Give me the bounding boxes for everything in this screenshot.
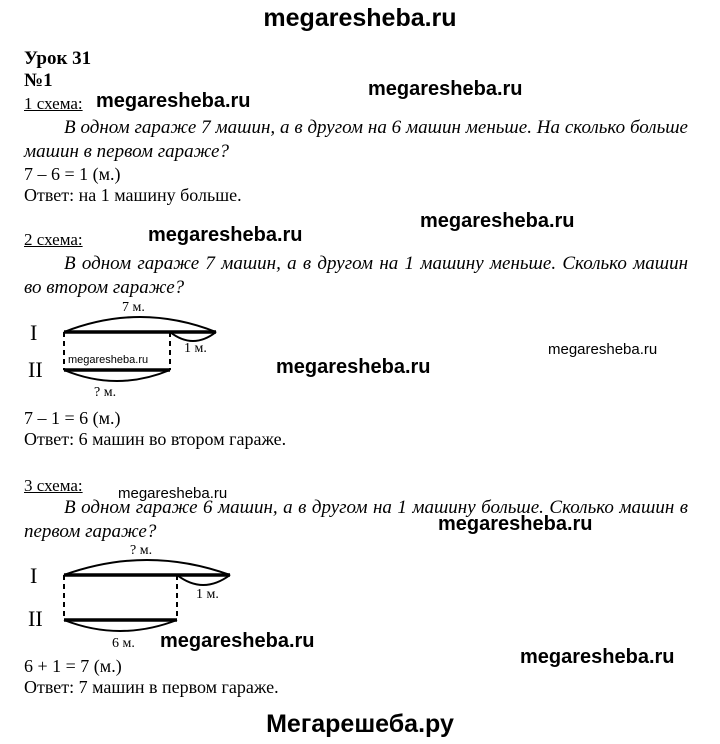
watermark: megaresheba.ru [118,485,228,502]
scheme-3-problem: В одном гараже 6 машин, а в другом на 1 машину больше. Сколько машин в первом гараже? [24,497,688,542]
diagram-3-top-arc [64,560,230,575]
scheme-3-answer: Ответ: 7 машин в первом гараже. [24,677,279,697]
diagram-2-row-bottom: II [28,357,43,382]
task-number: №1 [24,70,53,91]
watermark: megaresheba.ru [276,356,431,378]
scheme-1-problem: В одном гараже 7 машин, а в другом на 6 машин меньше. На сколько больше машин в первом гараже? [24,117,688,162]
scheme-3-equation: 6 + 1 = 7 (м.) [24,656,122,676]
watermark: megaresheba.ru [160,630,315,652]
watermark: megaresheba.ru [68,354,149,366]
watermark: megaresheba.ru [438,513,593,535]
scheme-2-answer: Ответ: 6 машин во втором гараже. [24,429,287,449]
scheme-1-label: 1 схема: [24,94,83,113]
lesson-title: Урок 31 [24,48,92,69]
watermark: megaresheba.ru [548,341,658,358]
scheme-2-label: 2 схема: [24,230,83,249]
diagram-3-diff-label: 1 м. [196,587,219,602]
diagram-3-row-bottom: II [28,606,43,631]
scheme-2-equation: 7 – 1 = 6 (м.) [24,408,121,428]
watermark: megaresheba.ru [520,646,675,668]
diagram-3-bottom-label: 6 м. [112,636,135,651]
diagram-2-row-top: I [30,320,38,345]
scheme-3-label: 3 схема: [24,476,83,495]
watermark: megaresheba.ru [368,78,523,100]
diagram-3-top-label: ? м. [130,543,153,558]
diagram-2-diff-label: 1 м. [184,341,207,356]
watermark: megaresheba.ru [420,210,575,232]
diagram-3-row-top: I [30,563,38,588]
footer-watermark: Мегарешеба.ру [266,710,454,738]
watermark: megaresheba.ru [148,224,303,246]
header-watermark: megaresheba.ru [263,4,457,32]
scheme-2-problem: В одном гараже 7 машин, а в другом на 1 машину меньше. Сколько машин во втором гараже? [24,253,688,298]
scheme-1-equation: 7 – 6 = 1 (м.) [24,164,121,184]
scheme-1-answer: Ответ: на 1 машину больше. [24,185,242,205]
diagram-2-bottom-label: ? м. [94,385,117,400]
diagram-2-top-label: 7 м. [122,300,145,315]
watermark: megaresheba.ru [96,90,251,112]
